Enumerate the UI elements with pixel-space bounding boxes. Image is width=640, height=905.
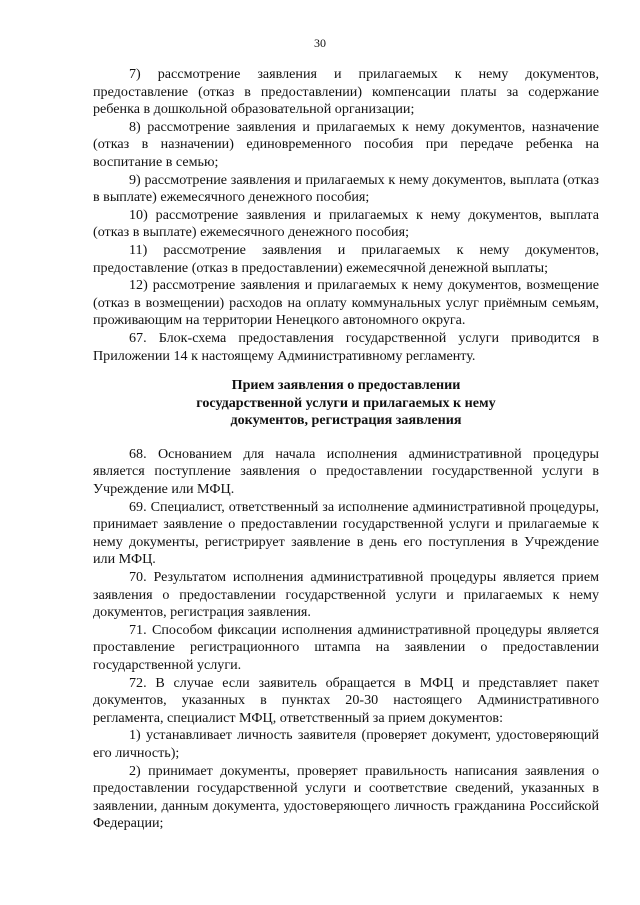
paragraph-70: 70. Результатом исполнения административной процедуры является прием заявления о предоставлении государственной услуги и прилагаемых к нему документов, регистрация заявления. <box>93 569 599 621</box>
section-heading-line-3: документов, регистрация заявления <box>230 412 462 429</box>
paragraph-item-11: 11) рассмотрение заявления и прилагаемых к нему документов, предоставление (отказ в предоставлении) ежемесячной денежной выплаты; <box>93 241 599 276</box>
paragraph-69: 69. Специалист, ответственный за исполнение административной процедуры, принимает заявление о предоставлении государственной услуги и прилагаемые к нему документы, регистрирует заявление в день его поступления в Учреждение или МФЦ. <box>93 498 599 568</box>
document-body <box>93 66 599 833</box>
paragraph-72-item-2: 2) принимает документы, проверяет правильность написания заявления о предоставлении государственной услуги и соответствие сведений, указанных в заявлении, данным документа, удостоверяющего личность гражданина Российской Федерации; <box>93 762 599 832</box>
paragraph-72-item-1: 1) устанавливает личность заявителя (проверяет документ, удостоверяющий его личность); <box>93 727 599 761</box>
paragraph-item-8: 8) рассмотрение заявления и прилагаемых к нему документов, назначение (отказ в назначении) единовременного пособия при передаче ребенка на воспитание в семью; <box>93 118 599 170</box>
paragraph-item-10: 10) рассмотрение заявления и прилагаемых к нему документов, выплата (отказ в выплате) ежемесячного денежного пособия; <box>93 206 599 241</box>
paragraph-72: 72. В случае если заявитель обращается в МФЦ и представляет пакет документов, указанных в пунктах 20-30 настоящего Административного регламента, специалист МФЦ, ответственный за прием документов: <box>93 674 599 726</box>
section-heading-line-2: государственной услуги и прилагаемых к нему <box>196 394 496 411</box>
paragraph-item-12: 12) рассмотрение заявления и прилагаемых к нему документов, возмещение (отказ в возмещении) расходов на оплату коммунальных услуг приёмным семьям, проживающим на территории Ненецкого автономного округа. <box>93 277 599 329</box>
paragraph-71: 71. Способом фиксации исполнения административной процедуры является проставление регистрационного штампа на заявлении о предоставлении государственной услуги. <box>93 621 599 673</box>
paragraph-68: 68. Основанием для начала исполнения административной процедуры является поступление заявления о предоставлении государственной услуги в Учреждение или МФЦ. <box>93 445 599 498</box>
section-heading <box>93 377 599 430</box>
page-number: 30 <box>314 36 326 50</box>
paragraph-item-7: 7) рассмотрение заявления и прилагаемых к нему документов, предоставление (отказ в предоставлении) компенсации платы за содержание ребенка в дошкольной образовательной организации; <box>93 66 599 118</box>
paragraph-67: 67. Блок-схема предоставления государственной услуги приводится в Приложении 14 к настоящему Административному регламенту. <box>93 329 599 364</box>
section-heading-line-1: Прием заявления о предоставлении <box>231 377 461 394</box>
paragraph-item-9: 9) рассмотрение заявления и прилагаемых к нему документов, выплата (отказ в выплате) ежемесячного денежного пособия; <box>93 171 599 206</box>
